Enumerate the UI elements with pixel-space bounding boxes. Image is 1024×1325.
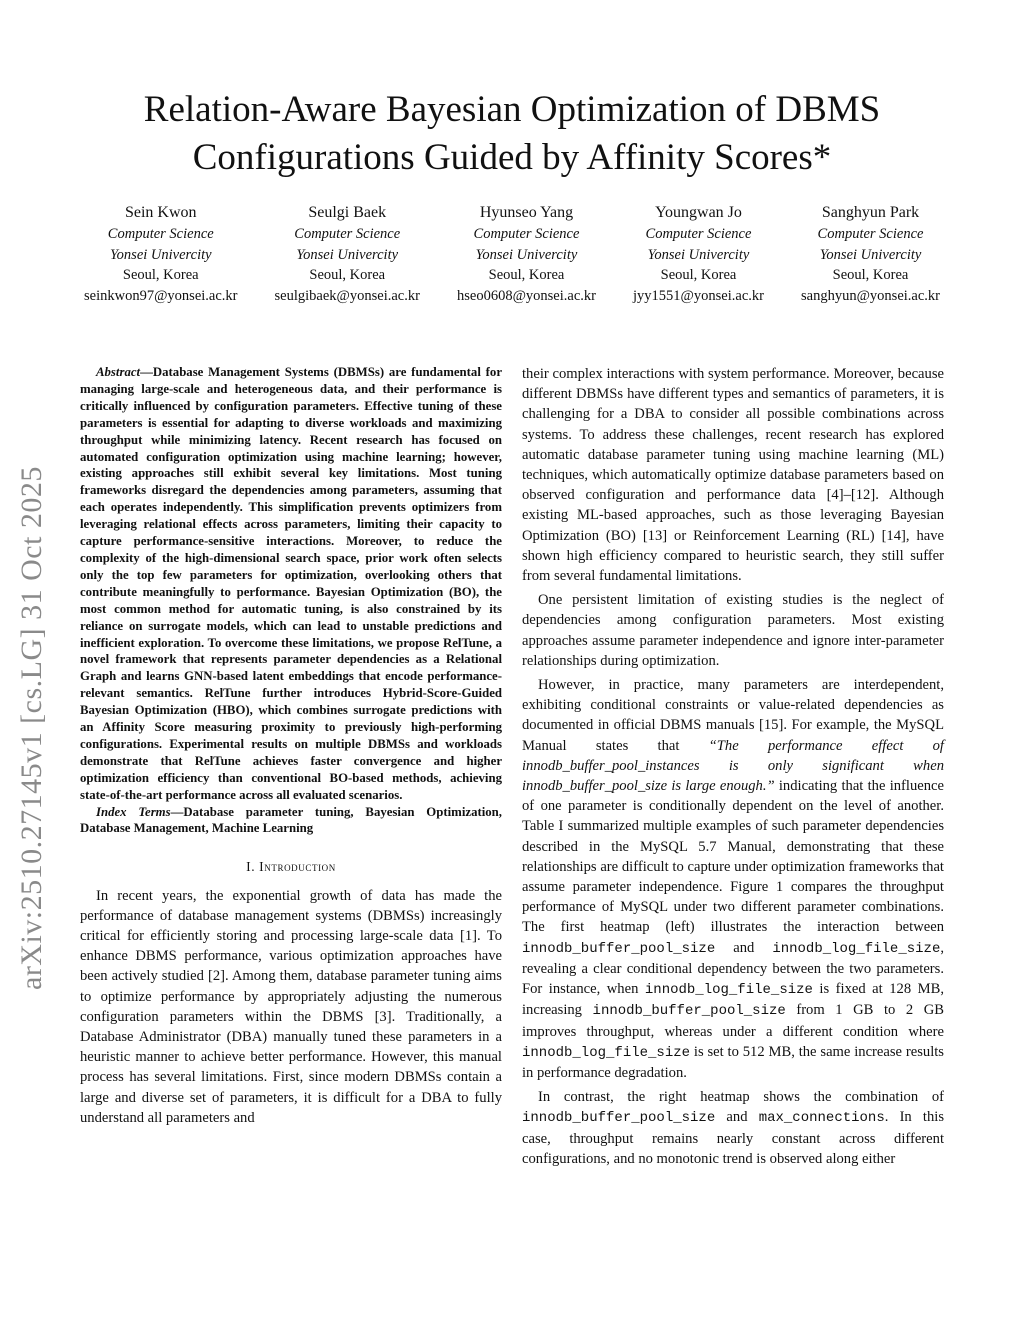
code-parameter: innodb_buffer_pool_size <box>522 940 716 957</box>
author-email: sanghyun@yonsei.ac.kr <box>801 287 940 304</box>
code-parameter: innodb_log_file_size <box>522 1044 691 1061</box>
author-department: Computer Science <box>645 226 752 242</box>
text-run: and <box>715 1109 759 1126</box>
body-paragraph <box>522 1087 944 1169</box>
arxiv-identifier: arXiv:2510.27145v1 [cs.LG] 31 Oct 2025 <box>15 466 48 990</box>
text-run: indicating that the influence of one parameter is conditionally dependent on the level of another. Table I summarized multiple examples of such parameter dependencies described in the MySQL 5.7 Manual, demonstrating that these relationships are difficult to capture under optimization frameworks that assume parameter independence. Figure 1 compares the throughput performance of MySQL under two different parameter combinations. The first heatmap (left) illustrates the interaction between <box>522 778 944 936</box>
left-column <box>80 364 502 1132</box>
body-paragraph: One persistent limitation of existing studies is the neglect of dependencies among configuration parameters. Most existing approaches assume parameter independence and ignore inter-parameter relationships during optimization. <box>522 592 944 669</box>
index-terms-label: Index Terms <box>96 804 171 819</box>
author-university: Yonsei Univercity <box>819 246 922 263</box>
section-heading: I. Introduction <box>246 859 336 875</box>
author-university: Yonsei Univercity <box>647 246 750 263</box>
text-run: . In this case, throughput remains nearly constant across different configurations, and no monotonic trend is observed along either <box>522 1109 945 1167</box>
code-parameter: max_connections <box>758 1110 885 1127</box>
text-run: is fixed at 128 MB, increasing <box>522 981 944 1019</box>
author-name: Sein Kwon <box>124 204 197 221</box>
code-parameter: innodb_log_file_size <box>644 982 813 999</box>
body-paragraph: their complex interactions with system performance. Moreover, because different DBMSs have different types and semantics of parameters, it is challenging for a DBA to consider all possible combinations across systems. To address these challenges, recent research has explored automatic database parameter tuning using machine learning (ML) techniques, which automatically optimize database parameters based on observed configuration and performance data [4]–[12]. Although existing ML-based approaches, such as those leveraging Bayesian Optimization (BO) [13] or Reinforcement Learning (RL) [14], have shown high efficiency compared to heuristic search, they still suffer from several fundamental limitations. <box>522 366 944 585</box>
author-block <box>633 202 764 306</box>
author-name: Sanghyun Park <box>821 204 920 221</box>
author-list <box>84 202 940 306</box>
author-university: Yonsei Univercity <box>475 246 578 263</box>
author-block <box>275 202 420 306</box>
author-name: Seulgi Baek <box>308 204 387 221</box>
author-university: Yonsei Univercity <box>109 246 212 263</box>
text-run: However, in practice, many parameters are interdependent, exhibiting conditional constraints or value-related dependencies as documented in official DBMS manuals [15]. For example, the MySQL Manual states that <box>522 677 944 754</box>
paper-title: Relation-Aware Bayesian Optimization of DBMS Configurations Guided by Affinity Scores* <box>143 89 881 178</box>
author-email: seinkwon97@yonsei.ac.kr <box>84 287 238 304</box>
author-location: Seoul, Korea <box>660 267 737 283</box>
intro-paragraph: In recent years, the exponential growth of data has made the performance of database management systems (DBMSs) increasingly critical for efficiently storing and processing large-scale data [1]. To enhance DBMS performance, various optimization approaches have been actively studied [2]. Among them, database parameter tuning aims to optimize performance by appropriately adjusting the numerous configuration parameters within the DBMS [3]. Traditionally, a Database Administrator (DBA) manually tuned these parameters in a heuristic manner to achieve better performance. However, this manual process has several limitations. First, since modern DBMSs contain a large and diverse set of parameters, it is difficult for a DBA to fully understand all parameters and <box>80 887 502 1126</box>
author-email: jyy1551@yonsei.ac.kr <box>633 287 764 304</box>
body-paragraph <box>522 675 944 1083</box>
author-location: Seoul, Korea <box>122 267 199 283</box>
author-block <box>801 202 940 306</box>
author-department: Computer Science <box>473 226 580 242</box>
author-email: seulgibaek@yonsei.ac.kr <box>274 287 420 304</box>
author-name: Youngwan Jo <box>655 204 742 221</box>
text-run: In contrast, the right heatmap shows the combination of <box>538 1089 944 1106</box>
author-location: Seoul, Korea <box>832 267 909 283</box>
author-location: Seoul, Korea <box>488 267 565 283</box>
author-location: Seoul, Korea <box>309 267 386 283</box>
author-department: Computer Science <box>294 226 401 242</box>
author-email: hseo0608@yonsei.ac.kr <box>456 287 596 304</box>
code-parameter: innodb_buffer_pool_size <box>522 1110 716 1127</box>
abstract-text: —Database Management Systems (DBMSs) are fundamental for managing large-scale and heterogeneous data, and their performance is critically influenced by configuration parameters. Effective tuning of these parameters is essential for adapting to diverse workloads and maximizing throughput while minimizing latency. Recent research has focused on automated configuration optimization using machine learning; however, existing approaches still exhibit several key limitations. Most tuning frameworks disregard the dependencies among parameters, assuming that each operates independently. This simplification prevents optimizers from leveraging relational effects across parameters, limiting their capacity to capture performance-sensitive interactions. Moreover, to reduce the complexity of the high-dimensional search space, prior work often selects only the top few parameters for optimization, overlooking others that contribute meaningfully to performance. Bayesian Optimization (BO), the most common method for automatic tuning, is also constrained by its reliance on surrogate models, which can lead to unstable predictions and inefficient exploration. To overcome these limitations, we propose RelTune, a novel framework that represents parameter dependencies as a Relational Graph and learns GNN-based latent embeddings that encode performance-relevant semantics. RelTune further introduces Hybrid-Score-Guided Bayesian Optimization (HBO), which combines surrogate predictions with an Affinity Score measuring proximity to previously high-performing configurations. Experimental results on multiple DBMSs and workloads demonstrate that RelTune achieves faster convergence and higher optimization efficiency than conventional BO-based methods, achieving state-of-the-art performance across all evaluated scenarios. <box>80 365 502 802</box>
author-department: Computer Science <box>817 226 924 242</box>
code-parameter: innodb_buffer_pool_size <box>592 1003 786 1020</box>
right-column <box>522 364 944 1173</box>
author-block <box>84 202 238 306</box>
author-name: Hyunseo Yang <box>479 204 574 221</box>
code-parameter: innodb_log_file_size <box>772 940 941 957</box>
text-run: is set to 512 MB, the same increase results in performance degradation. <box>522 1043 944 1081</box>
index-terms <box>80 804 502 838</box>
manual-quote: “The performance effect of innodb_buffer_pool_instances is only significant when innodb_buffer_pool_size is large enough.” <box>522 737 944 795</box>
abstract <box>80 364 502 804</box>
author-department: Computer Science <box>107 226 214 242</box>
text-run: , revealing a clear conditional dependency between the two parameters. For instance, when <box>522 939 944 998</box>
text-run: and <box>715 939 773 956</box>
author-block <box>457 202 596 306</box>
text-run: from 1 GB to 2 GB improves throughput, whereas under a different condition where <box>522 1002 945 1040</box>
abstract-label: Abstract <box>96 365 141 379</box>
author-university: Yonsei Univercity <box>296 246 399 263</box>
index-terms-text: —Database parameter tuning, Bayesian Optimization, Database Management, Machine Learning <box>80 804 502 836</box>
